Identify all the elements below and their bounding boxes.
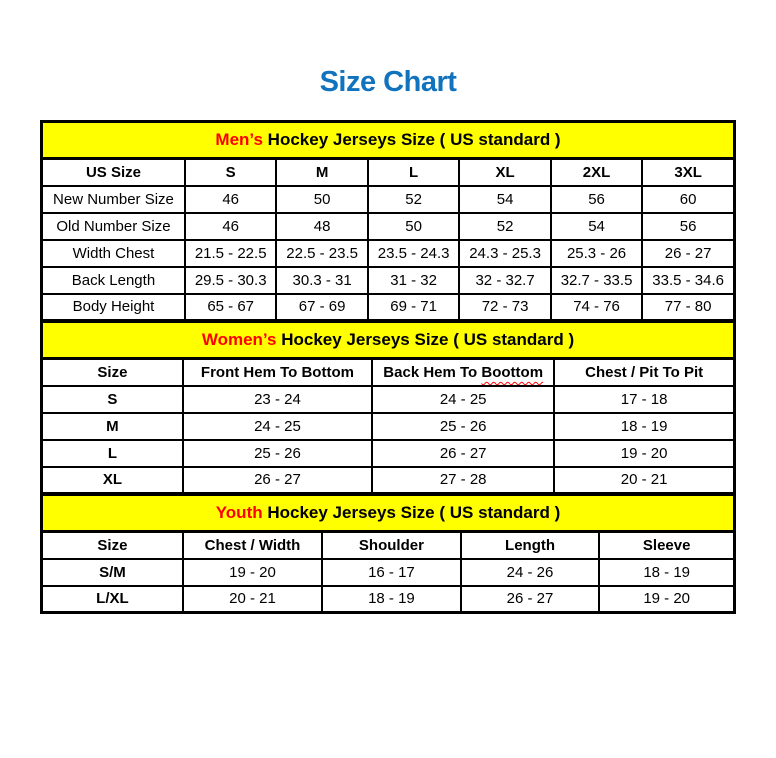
value-cell: 25.3 - 26 [551, 240, 642, 267]
value-cell: 29.5 - 30.3 [185, 267, 276, 294]
column-header-cell: 3XL [642, 159, 734, 186]
page-title: Size Chart [319, 66, 457, 98]
column-header-cell [372, 359, 554, 386]
value-cell: 65 - 67 [185, 294, 276, 321]
column-header-cell: Size [42, 359, 183, 386]
value-cell: 32 - 32.7 [459, 267, 550, 294]
row-label-cell: Width Chest [42, 240, 185, 267]
value-cell: 52 [459, 213, 550, 240]
value-cell: 23.5 - 24.3 [368, 240, 459, 267]
column-header-cell: Chest / Width [183, 532, 322, 559]
section-table-mens [40, 120, 736, 322]
value-cell: 17 - 18 [554, 386, 734, 413]
value-cell: 20 - 21 [554, 467, 734, 494]
size-chart [40, 120, 736, 614]
section-title-row [42, 122, 735, 159]
table-row [42, 559, 735, 586]
table-row [42, 294, 735, 321]
value-cell: 77 - 80 [642, 294, 734, 321]
column-header-cell: S [185, 159, 276, 186]
section-title-highlight: Youth [215, 503, 263, 522]
column-header-cell: Sleeve [599, 532, 734, 559]
value-cell: 48 [276, 213, 367, 240]
column-header-cell: Shoulder [322, 532, 461, 559]
value-cell: 56 [551, 186, 642, 213]
column-header-cell: 2XL [551, 159, 642, 186]
value-cell: 21.5 - 22.5 [185, 240, 276, 267]
value-cell: 19 - 20 [599, 586, 734, 613]
table-row [42, 240, 735, 267]
section-title-text: Hockey Jerseys Size ( US standard ) [262, 130, 561, 149]
value-cell: 72 - 73 [459, 294, 550, 321]
value-cell: 26 - 27 [372, 440, 554, 467]
column-header-cell: L [368, 159, 459, 186]
table-row [42, 386, 735, 413]
value-cell: 23 - 24 [183, 386, 372, 413]
column-header-row [42, 532, 735, 559]
value-cell: 24 - 26 [461, 559, 600, 586]
section-title-cell [42, 322, 735, 359]
value-cell: 27 - 28 [372, 467, 554, 494]
row-label-cell: New Number Size [42, 186, 185, 213]
column-header-row [42, 159, 735, 186]
value-cell: 26 - 27 [183, 467, 372, 494]
table-row [42, 413, 735, 440]
misspelled-word: Boottom [481, 363, 544, 381]
value-cell: 50 [276, 186, 367, 213]
section-title-row [42, 495, 735, 532]
value-cell: 19 - 20 [554, 440, 734, 467]
row-label-cell: L [42, 440, 183, 467]
value-cell: 56 [642, 213, 734, 240]
table-row [42, 267, 735, 294]
value-cell: 24 - 25 [183, 413, 372, 440]
value-cell: 60 [642, 186, 734, 213]
section-title-text: Hockey Jerseys Size ( US standard ) [276, 330, 575, 349]
value-cell: 33.5 - 34.6 [642, 267, 734, 294]
value-cell: 25 - 26 [372, 413, 554, 440]
value-cell: 46 [185, 213, 276, 240]
row-label-cell: Back Length [42, 267, 185, 294]
section-title-row [42, 322, 735, 359]
table-row [42, 186, 735, 213]
column-header-cell: Size [42, 532, 183, 559]
value-cell: 26 - 27 [461, 586, 600, 613]
column-header-cell: XL [459, 159, 550, 186]
section-title-cell [42, 495, 735, 532]
section-title-highlight: Men’s [215, 130, 263, 149]
row-label-cell: M [42, 413, 183, 440]
row-label-cell: XL [42, 467, 183, 494]
section-table-womens [40, 320, 736, 495]
value-cell: 67 - 69 [276, 294, 367, 321]
row-label-cell: L/XL [42, 586, 183, 613]
column-header-cell: Length [461, 532, 600, 559]
row-label-cell: Old Number Size [42, 213, 185, 240]
column-header-cell: M [276, 159, 367, 186]
row-label-cell: Body Height [42, 294, 185, 321]
section-title-cell [42, 122, 735, 159]
section-table-youth [40, 493, 736, 614]
value-cell: 54 [459, 186, 550, 213]
value-cell: 46 [185, 186, 276, 213]
section-title-highlight: Women’s [201, 330, 277, 349]
row-label-cell: S [42, 386, 183, 413]
column-header-text: Back Hem To [383, 363, 482, 381]
value-cell: 25 - 26 [183, 440, 372, 467]
column-header-cell: US Size [42, 159, 185, 186]
value-cell: 24.3 - 25.3 [459, 240, 550, 267]
value-cell: 69 - 71 [368, 294, 459, 321]
table-row [42, 213, 735, 240]
column-header-cell: Front Hem To Bottom [183, 359, 372, 386]
value-cell: 20 - 21 [183, 586, 322, 613]
value-cell: 22.5 - 23.5 [276, 240, 367, 267]
value-cell: 18 - 19 [599, 559, 734, 586]
value-cell: 54 [551, 213, 642, 240]
value-cell: 16 - 17 [322, 559, 461, 586]
value-cell: 52 [368, 186, 459, 213]
value-cell: 19 - 20 [183, 559, 322, 586]
column-header-cell: Chest / Pit To Pit [554, 359, 734, 386]
value-cell: 74 - 76 [551, 294, 642, 321]
value-cell: 50 [368, 213, 459, 240]
row-label-cell: S/M [42, 559, 183, 586]
value-cell: 18 - 19 [554, 413, 734, 440]
value-cell: 32.7 - 33.5 [551, 267, 642, 294]
value-cell: 26 - 27 [642, 240, 734, 267]
table-row [42, 467, 735, 494]
value-cell: 18 - 19 [322, 586, 461, 613]
value-cell: 30.3 - 31 [276, 267, 367, 294]
value-cell: 31 - 32 [368, 267, 459, 294]
section-title-text: Hockey Jerseys Size ( US standard ) [262, 503, 561, 522]
value-cell: 24 - 25 [372, 386, 554, 413]
column-header-row [42, 359, 735, 386]
table-row [42, 440, 735, 467]
table-row [42, 586, 735, 613]
